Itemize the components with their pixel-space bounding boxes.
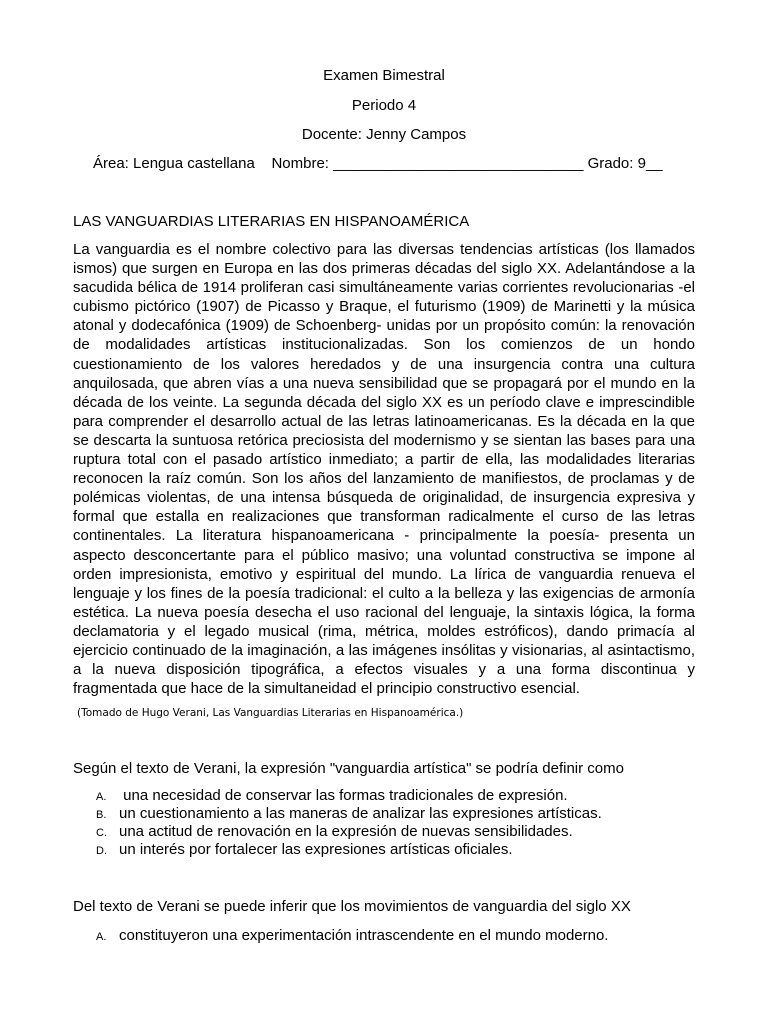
question-1-option-d	[96, 841, 602, 859]
question-1-options	[96, 787, 602, 859]
question-2-prompt: Del texto de Verani se puede inferir que los movimientos de vanguardia del siglo XX	[73, 898, 631, 915]
option-letter: B.	[96, 809, 107, 821]
option-letter: C.	[96, 827, 107, 839]
option-letter: D.	[96, 845, 107, 857]
option-letter: A.	[96, 791, 107, 803]
question-1-option-c	[96, 823, 602, 841]
article-body: La vanguardia es el nombre colectivo para las diversas tendencias artísticas (los llamados ismos) que surgen en Europa en las dos primeras décadas del siglo XX. Adelantándose a la sacudida bélica de 1914 proliferan casi simultáneamente varias corrientes revolucionarias -el cubismo pictórico (1907) de Picasso y Braque, el futurismo (1909) de Marinetti y la música atonal y dodecafónica (1909) de Schoenberg- unidas por un propósito común: la renovación de modalidades artísticas institucionalizadas. Son los comienzos de un hondo cuestionamiento de los valores heredados y de una insurgencia contra una cultura anquilosada, que abren vías a una nueva sensibilidad que se propagará por el mundo en la década de los veinte. La segunda década del siglo XX es un período clave e imprescindible para comprender el desarrollo actual de las letras latinoamericanas. Es la década en la que se descarta la suntuosa retórica preciosista del modernismo y se sientan las bases para una ruptura total con el pasado artístico inmediato; a partir de ella, las modalidades literarias reconocen la raíz común. Son los años del lanzamiento de manifiestos, de proclamas y de polémicas violentas, de una intensa búsqueda de originalidad, de insurgencia expresiva y formal que estalla en realizaciones que transforman radicalmente el curso de las letras continentales. La literatura hispanoamericana - principalmente la poesía- presenta un aspecto desconcertante para el público masivo; una voluntad constructiva se impone al orden impresionista, emotivo y espiritual del mundo. La lírica de vanguardia renueva el lenguaje y los fines de la poesía tradicional: el culto a la belleza y las exigencias de armonía estética. La nueva poesía desecha el uso racional del lenguaje, la sintaxis lógica, la forma declamatoria y el legado musical (rima, métrica, moldes estróficos), dando primacía al ejercicio continuado de la imaginación, a las imágenes insólitas y visionarias, al asintactismo, a la nueva disposición tipográfica, a efectos visuales y a una forma discontinua y fragmentada que hace de la simultaneidad el principio constructivo esencial.	[73, 241, 695, 698]
exam-title: Examen Bimestral	[323, 67, 445, 84]
question-1-option-a	[96, 787, 602, 805]
question-2-option-a	[96, 927, 608, 945]
question-2-options	[96, 927, 608, 945]
question-1-option-b	[96, 805, 602, 823]
teacher-label: Docente: Jenny Campos	[301, 126, 467, 143]
option-text: una necesidad de conservar las formas tradicionales de expresión.	[119, 787, 568, 804]
question-1-prompt: Según el texto de Verani, la expresión "vanguardia artística" se podría definir como	[73, 760, 624, 777]
article-title: LAS VANGUARDIAS LITERARIAS EN HISPANOAMÉRICA	[73, 213, 470, 230]
student-info-line: Área: Lengua castellana Nombre: ______________________________ Grado: 9__	[93, 155, 663, 172]
option-letter: A.	[96, 931, 107, 943]
option-text: constituyeron una experimentación intrascendente en el mundo moderno.	[119, 927, 609, 944]
period-label: Periodo 4	[351, 97, 417, 114]
article-source: (Tomado de Hugo Verani, Las Vanguardias Literarias en Hispanoamérica.)	[77, 707, 464, 719]
option-text: un cuestionamiento a las maneras de analizar las expresiones artísticas.	[119, 805, 602, 822]
option-text: una actitud de renovación en la expresión de nuevas sensibilidades.	[119, 823, 573, 840]
option-text: un interés por fortalecer las expresiones artísticas oficiales.	[119, 841, 513, 858]
